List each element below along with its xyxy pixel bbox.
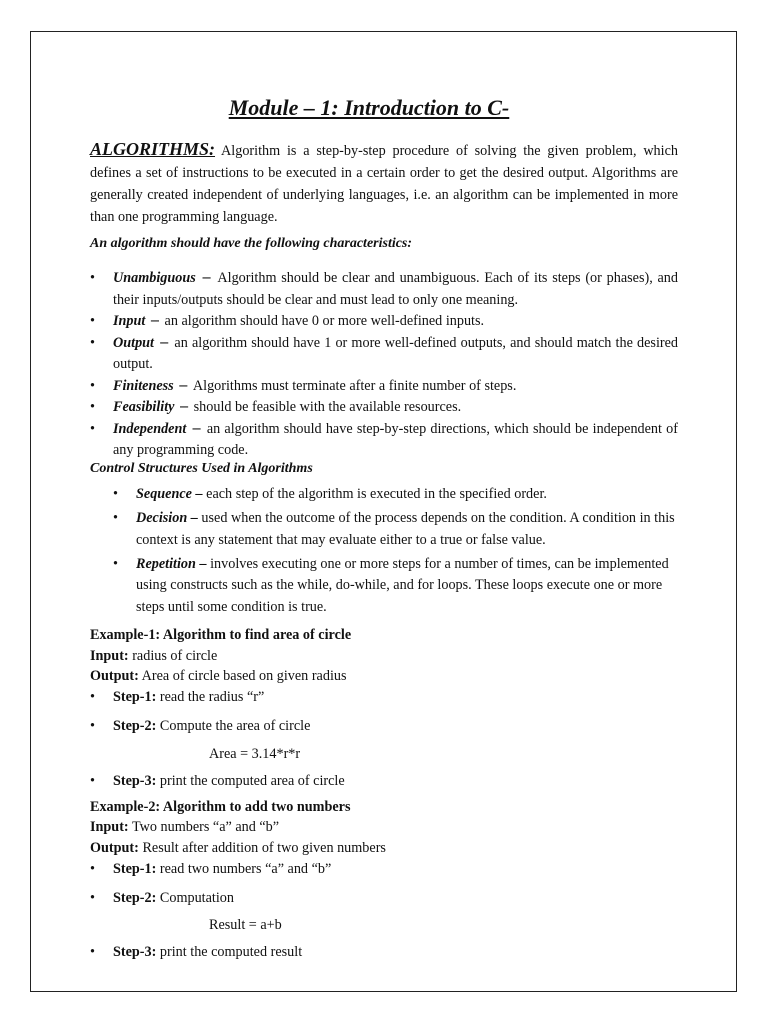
characteristics-heading: An algorithm should have the following characteristics: bbox=[90, 236, 413, 251]
item-separator: − bbox=[173, 378, 193, 394]
example2-formula: Result = a+b bbox=[209, 917, 282, 933]
item-term: Decision – bbox=[136, 510, 198, 526]
intro-text: Algorithm is a step-by-step procedure of solving the given problem, which defines a set of instructions to be executed in a certain order to get the desired output. Algorithms are generally created independent of underlying languages, i.e. an algorithm can be implemented in more than one programming language. bbox=[90, 143, 678, 225]
item-term: Finiteness bbox=[113, 377, 174, 394]
item-text: an algorithm should have 1 or more well-defined outputs, and should match the desired output. bbox=[113, 334, 678, 372]
example2-output bbox=[90, 840, 386, 857]
list-item bbox=[113, 508, 678, 551]
list-item bbox=[90, 419, 678, 462]
bullet-icon: • bbox=[90, 313, 95, 329]
step-label: Step-2: bbox=[113, 890, 157, 906]
bullet-icon: • bbox=[90, 773, 95, 789]
output-label: Output: bbox=[90, 668, 139, 684]
item-separator: − bbox=[195, 271, 218, 286]
step-label: Step-3: bbox=[113, 773, 157, 789]
item-text: each step of the algorithm is executed in the specified order. bbox=[202, 486, 547, 502]
bullet-icon: • bbox=[90, 718, 95, 734]
input-label: Input: bbox=[90, 648, 129, 664]
page-title: Module – 1: Introduction to C- bbox=[228, 95, 510, 120]
step-text: print the computed result bbox=[156, 944, 303, 960]
example1-step2 bbox=[90, 718, 310, 735]
input-label: Input: bbox=[90, 819, 129, 835]
list-item bbox=[90, 376, 678, 398]
bullet-icon: • bbox=[90, 420, 95, 437]
bullet-icon: • bbox=[90, 270, 95, 286]
example2-heading: Example-2: Algorithm to add two numbers bbox=[90, 799, 351, 815]
item-text: involves executing one or more steps for a number of times, can be implemented using constructs such as the while, do-while, and for loops. These loops execute one or more steps until some condition is true. bbox=[136, 555, 669, 615]
item-text: Algorithms must terminate after a finite number of steps. bbox=[192, 377, 517, 394]
bullet-icon: • bbox=[113, 486, 118, 502]
bullet-icon: • bbox=[90, 334, 95, 351]
item-term: Input bbox=[113, 313, 146, 329]
example2-step2 bbox=[90, 890, 234, 907]
item-term: Output bbox=[113, 334, 155, 351]
example2-step1 bbox=[90, 861, 331, 878]
bullet-icon: • bbox=[90, 890, 95, 906]
example1-formula: Area = 3.14*r*r bbox=[209, 746, 301, 762]
output-text: Area of circle based on given radius bbox=[138, 668, 347, 684]
step-text: Computation bbox=[156, 890, 234, 906]
example1-step3 bbox=[90, 773, 345, 790]
step-label: Step-3: bbox=[113, 944, 157, 960]
input-text: radius of circle bbox=[128, 648, 218, 664]
bullet-icon: • bbox=[90, 861, 95, 877]
intro-paragraph bbox=[90, 138, 678, 228]
step-text: read two numbers “a” and “b” bbox=[156, 861, 332, 877]
step-text: read the radius “r” bbox=[156, 689, 265, 705]
example1-output bbox=[90, 668, 347, 685]
item-term: Feasibility bbox=[113, 399, 175, 415]
item-text: used when the outcome of the process depends on the condition. A condition in this context is any statement that may evaluate either to a true or false value. bbox=[136, 510, 675, 548]
bullet-icon: • bbox=[113, 510, 118, 526]
item-text: an algorithm should have 0 or more well-defined inputs. bbox=[164, 313, 485, 329]
bullet-icon: • bbox=[90, 944, 95, 960]
output-text: Result after addition of two given numbers bbox=[138, 840, 386, 856]
item-term: Unambiguous bbox=[113, 270, 196, 286]
item-term: Repetition – bbox=[136, 555, 207, 572]
bullet-icon: • bbox=[113, 555, 118, 572]
output-label: Output: bbox=[90, 840, 139, 856]
bullet-icon: • bbox=[90, 399, 95, 415]
characteristics-list bbox=[90, 268, 678, 462]
list-item bbox=[90, 397, 678, 419]
example1-heading: Example-1: Algorithm to find area of circle bbox=[90, 627, 352, 643]
list-item bbox=[90, 333, 678, 376]
control-structures-heading: Control Structures Used in Algorithms bbox=[90, 461, 313, 476]
item-term: Sequence – bbox=[136, 486, 203, 502]
item-separator: − bbox=[145, 314, 165, 329]
list-item bbox=[113, 484, 678, 506]
list-item bbox=[113, 554, 678, 619]
item-term: Independent bbox=[113, 420, 187, 437]
bullet-icon: • bbox=[90, 377, 95, 394]
example2-input bbox=[90, 819, 279, 836]
step-label: Step-1: bbox=[113, 861, 157, 877]
list-item bbox=[90, 311, 678, 333]
input-text: Two numbers “a” and “b” bbox=[128, 819, 280, 835]
example2-step3 bbox=[90, 944, 302, 961]
item-separator: − bbox=[186, 421, 207, 437]
item-text: an algorithm should have step-by-step directions, which should be independent of any programming code. bbox=[113, 420, 678, 458]
item-separator: − bbox=[174, 400, 194, 415]
step-label: Step-2: bbox=[113, 718, 157, 734]
item-separator: − bbox=[154, 335, 175, 351]
step-label: Step-1: bbox=[113, 689, 157, 705]
item-text: should be feasible with the available resources. bbox=[193, 399, 462, 415]
algorithms-heading: ALGORITHMS: bbox=[90, 139, 216, 159]
step-text: Compute the area of circle bbox=[156, 718, 311, 734]
step-text: print the computed area of circle bbox=[156, 773, 345, 789]
bullet-icon: • bbox=[90, 689, 95, 705]
example1-step1 bbox=[90, 689, 264, 706]
list-item bbox=[90, 268, 678, 311]
control-structures-list bbox=[113, 484, 678, 621]
item-text: Algorithm should be clear and unambiguous. Each of its steps (or phases), and their inputs/outputs should be clear and must lead to only one meaning. bbox=[113, 270, 678, 308]
example1-input bbox=[90, 648, 217, 665]
